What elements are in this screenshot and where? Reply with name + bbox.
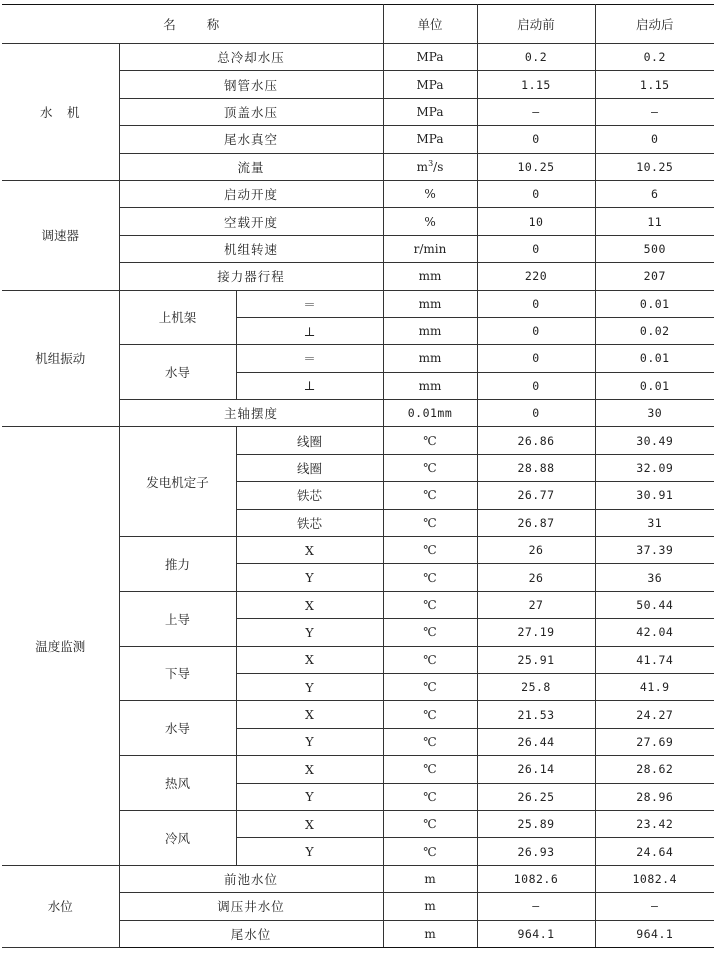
item-label: 前池水位 [119,865,383,892]
subgroup-label: 上导 [119,591,236,646]
sub-cell: X [236,646,383,673]
unit-cell: ℃ [383,673,477,700]
after-value: 964.1 [595,920,714,947]
sub-cell: Y [236,673,383,700]
after-value: 11 [595,208,714,235]
before-value: — [477,98,595,125]
sub-cell: X [236,701,383,728]
before-value: 26 [477,537,595,564]
direction-cell: ＝ [236,345,383,372]
after-value: 0.01 [595,372,714,399]
after-value: 207 [595,263,714,290]
before-value: 21.53 [477,701,595,728]
unit-cell: r/min [383,235,477,262]
sub-cell: Y [236,564,383,591]
after-value: 6 [595,180,714,207]
subgroup-label: 上机架 [119,290,236,345]
after-value: 500 [595,235,714,262]
before-value: 25.89 [477,810,595,837]
sub-cell: Y [236,783,383,810]
before-value: 0 [477,126,595,153]
header-before: 启动前 [477,5,595,44]
after-value: 24.64 [595,838,714,865]
sub-cell: Y [236,838,383,865]
after-value: — [595,893,714,920]
after-value: 30 [595,400,714,427]
group-label-water-level: 水位 [2,865,119,947]
after-value: 30.49 [595,427,714,454]
after-value: 31 [595,509,714,536]
after-value: 1.15 [595,71,714,98]
unit-cell: ℃ [383,783,477,810]
before-value: 0 [477,180,595,207]
group-label-governor: 调速器 [2,180,119,290]
before-value: 220 [477,263,595,290]
after-value: 0.2 [595,44,714,71]
header-name: 名 称 [2,5,383,44]
unit-cell: ℃ [383,564,477,591]
item-label: 顶盖水压 [119,98,383,125]
table-row [2,180,714,207]
before-value: 25.8 [477,673,595,700]
after-value: 0.01 [595,345,714,372]
after-value: 24.27 [595,701,714,728]
group-label-vibration: 机组振动 [2,290,119,427]
item-label: 流量 [119,153,383,180]
unit-cell: ℃ [383,619,477,646]
unit-cell: ℃ [383,838,477,865]
group-label-temperature: 温度监测 [2,427,119,865]
before-value: 25.91 [477,646,595,673]
after-value: 28.96 [595,783,714,810]
unit-cell: ℃ [383,454,477,481]
unit-cell: ℃ [383,810,477,837]
after-value: 37.39 [595,537,714,564]
sub-cell: 铁芯 [236,482,383,509]
item-label: 钢管水压 [119,71,383,98]
before-value: 0 [477,290,595,317]
item-label: 尾水位 [119,920,383,947]
unit-cell: m [383,920,477,947]
direction-cell: ＝ [236,290,383,317]
sub-cell: Y [236,619,383,646]
unit-cell: m [383,893,477,920]
item-label: 空载开度 [119,208,383,235]
table-row [2,865,714,892]
table-row [2,44,714,71]
before-value: 964.1 [477,920,595,947]
unit-rest: /s [433,159,444,174]
unit-cell: MPa [383,126,477,153]
before-value: 0 [477,372,595,399]
direction-cell: ⊥ [236,317,383,344]
before-value: 10 [477,208,595,235]
after-value: 0.02 [595,317,714,344]
after-value: 36 [595,564,714,591]
unit-sup: 3 [428,158,434,168]
after-value: 10.25 [595,153,714,180]
unit-cell: ℃ [383,537,477,564]
unit-cell: ℃ [383,427,477,454]
before-value: 10.25 [477,153,595,180]
subgroup-label: 水导 [119,701,236,756]
before-value: 26.87 [477,509,595,536]
unit-cell: 0.01mm [383,400,477,427]
unit-base: m [416,159,429,174]
before-value: 0 [477,400,595,427]
sub-cell: X [236,810,383,837]
group-label-turbine: 水 机 [2,44,119,181]
unit-cell: mm [383,317,477,344]
unit-cell: ℃ [383,591,477,618]
before-value: 26.44 [477,728,595,755]
unit-cell: MPa [383,44,477,71]
header-row [2,5,714,44]
sub-cell: X [236,537,383,564]
unit-cell: ℃ [383,728,477,755]
unit-cell: ℃ [383,701,477,728]
unit-cell: MPa [383,71,477,98]
before-value: 26 [477,564,595,591]
after-value: 42.04 [595,619,714,646]
unit-cell: mm [383,290,477,317]
subgroup-label: 推力 [119,537,236,592]
unit-cell: mm [383,263,477,290]
before-value: — [477,893,595,920]
unit-cell: ℃ [383,482,477,509]
before-value: 0 [477,317,595,344]
unit-cell: ℃ [383,756,477,783]
item-label: 启动开度 [119,180,383,207]
item-label: 机组转速 [119,235,383,262]
unit-cell-flow [383,153,477,180]
subgroup-label: 发电机定子 [119,427,236,537]
header-unit: 单位 [383,5,477,44]
item-label: 总冷却水压 [119,44,383,71]
after-value: 30.91 [595,482,714,509]
item-label: 尾水真空 [119,126,383,153]
unit-cell: % [383,208,477,235]
before-value: 26.77 [477,482,595,509]
after-value: 0.01 [595,290,714,317]
before-value: 28.88 [477,454,595,481]
sub-cell: 铁芯 [236,509,383,536]
unit-cell: mm [383,372,477,399]
after-value: 27.69 [595,728,714,755]
unit-cell: MPa [383,98,477,125]
before-value: 1.15 [477,71,595,98]
header-after: 启动后 [595,5,714,44]
subgroup-label: 下导 [119,646,236,701]
unit-cell: ℃ [383,509,477,536]
after-value: 32.09 [595,454,714,481]
after-value: 41.9 [595,673,714,700]
direction-cell: ⊥ [236,372,383,399]
startup-parameters-table [2,4,714,948]
after-value: 28.62 [595,756,714,783]
subgroup-label: 热风 [119,756,236,811]
sub-cell: 线圈 [236,427,383,454]
item-label: 接力器行程 [119,263,383,290]
sub-cell: X [236,756,383,783]
after-value: 23.42 [595,810,714,837]
sub-cell: 线圈 [236,454,383,481]
after-value: 1082.4 [595,865,714,892]
subgroup-label: 水导 [119,345,236,400]
unit-cell: ℃ [383,646,477,673]
unit-cell: % [383,180,477,207]
subgroup-label: 冷风 [119,810,236,865]
sub-cell: X [236,591,383,618]
before-value: 1082.6 [477,865,595,892]
before-value: 0 [477,235,595,262]
after-value: 50.44 [595,591,714,618]
before-value: 0.2 [477,44,595,71]
sub-cell: Y [236,728,383,755]
after-value: 0 [595,126,714,153]
unit-cell: m [383,865,477,892]
item-label: 调压井水位 [119,893,383,920]
before-value: 27.19 [477,619,595,646]
before-value: 26.86 [477,427,595,454]
before-value: 26.93 [477,838,595,865]
table-row [2,427,714,454]
after-value: 41.74 [595,646,714,673]
table-row [2,290,714,317]
before-value: 0 [477,345,595,372]
before-value: 27 [477,591,595,618]
after-value: — [595,98,714,125]
before-value: 26.14 [477,756,595,783]
unit-cell: mm [383,345,477,372]
before-value: 26.25 [477,783,595,810]
item-label: 主轴摆度 [119,400,383,427]
